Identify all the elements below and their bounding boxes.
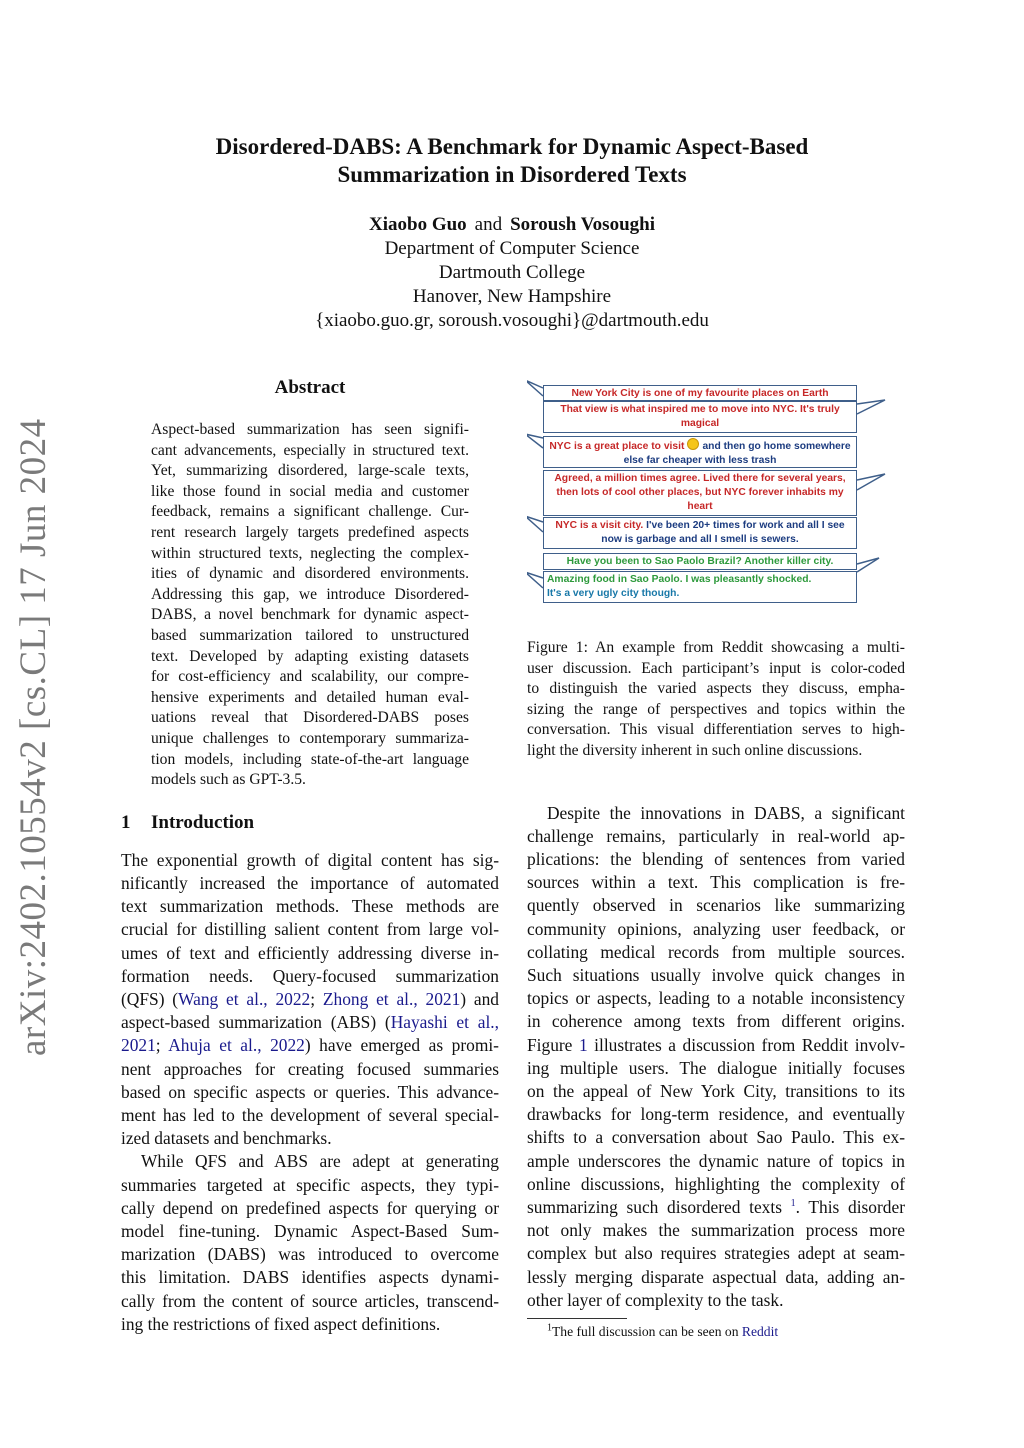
title-line-1: Disordered-DABS: A Benchmark for Dynamic Aspect-Based — [215, 134, 809, 159]
footnote — [527, 1323, 905, 1341]
text-line: text summarization methods. These methods are — [121, 896, 499, 917]
text-line: shifts to a conversation about Sao Paulo. This ex- — [527, 1127, 905, 1148]
text-line — [121, 1034, 499, 1057]
section-number: 1 — [121, 811, 131, 833]
text-line: in coherence among texts from different origins. — [527, 1011, 905, 1032]
text-line: Yet, summarizing disordered, large-scale texts, — [151, 462, 469, 480]
text-line: rent research largely targets predefined aspects — [151, 523, 469, 541]
text-line: summaries targeted at specific aspects, they typi- — [121, 1174, 499, 1195]
section-heading-introduction — [121, 811, 499, 835]
text-line — [121, 988, 499, 1011]
text-span: Figure — [527, 1034, 579, 1055]
text-span: ; — [155, 1035, 169, 1056]
text-line: Despite the innovations in DABS, a significant — [547, 802, 905, 823]
text-line: based on specific aspects or queries. This advance- — [121, 1081, 499, 1102]
message-4: Agreed, a million times agree. Lived there for several years, then lots of cool other places, but NYC forever inhabits my heart — [543, 470, 857, 516]
abstract-body — [151, 420, 469, 791]
text-line: for cost-efficiency and scalability, our compre- — [151, 668, 469, 686]
text-line: model fine-tuning. Dynamic Aspect-Based Sum- — [121, 1220, 499, 1241]
text-line: not only makes the summarization process more — [527, 1220, 905, 1241]
author-1: Xiaobo Guo — [369, 214, 467, 235]
intro-paragraph-2 — [121, 1150, 499, 1336]
paper-title — [120, 133, 904, 189]
text-line: this limitation. DABS identifies aspects dynami- — [121, 1267, 499, 1288]
text-line: While QFS and ABS are adept at generating — [141, 1151, 499, 1172]
grinning-emoji-icon — [687, 438, 699, 450]
text-line: user discussion. Each participant’s input is color-coded — [527, 659, 905, 677]
bubble-tail-left — [527, 434, 543, 448]
text-line: Aspect-based summarization has seen signifi- — [151, 421, 469, 438]
message-7-part-b: It's a very ugly city though. — [547, 588, 680, 599]
text-line: nent approaches for creating focused summaries — [121, 1058, 499, 1079]
citation-link[interactable]: Hayashi et al., — [390, 1012, 499, 1033]
bubble-tail-left — [527, 380, 543, 396]
text-span: ) and — [460, 988, 499, 1009]
right-lines-b — [527, 1057, 905, 1196]
figure-1-reddit-discussion — [527, 376, 905, 616]
text-line: online discussions, highlighting the complexity of — [527, 1173, 905, 1194]
text-line: ing the restrictions of fixed aspect definitions. — [121, 1313, 441, 1334]
text-line: nificantly increased the importance of automated — [121, 872, 499, 893]
title-line-2: Summarization in Disordered Texts — [337, 162, 687, 187]
text-line: other layer of complexity to the task. — [527, 1289, 784, 1310]
arxiv-identifier: arXiv:2402.10554v2 [cs.CL] 17 Jun 2024 — [13, 418, 54, 1056]
right-column — [527, 376, 905, 1341]
text-line: sources within a text. This complication is fre- — [527, 872, 905, 893]
text-line: cally depend on predefined aspects for querying or — [121, 1197, 499, 1218]
text-line: marization (DABS) was introduced to overcome — [121, 1244, 499, 1265]
text-line: sizing the range of perspectives and topics within the — [527, 700, 905, 718]
text-line: uations reveal that Disordered-DABS poses — [151, 709, 469, 727]
text-line: text. Developed by adapting existing datasets — [151, 647, 469, 665]
author-2: Soroush Vosoughi — [510, 214, 655, 235]
text-line: complex but also requires strategies adept at seam- — [527, 1243, 905, 1264]
text-line: Such situations usually involve quick changes in — [527, 964, 905, 985]
text-line: ment has led to the development of several special- — [121, 1104, 499, 1125]
text-line: community opinions, analyzing user feedback, or — [527, 918, 905, 939]
text-span: . This disorder — [795, 1197, 905, 1218]
text-span: ) have emerged as promi- — [304, 1035, 499, 1056]
text-line: tion models, including state-of-the-art language — [151, 750, 469, 768]
section-title-text: Introduction — [151, 811, 255, 833]
citation-link[interactable]: Ahuja et al., 2022 — [168, 1035, 305, 1056]
message-5-part-b: I've been 20+ times for work and all I see now is garbage and all I smell is sewers. — [601, 520, 845, 545]
text-line: light the diversity inherent in such online discussions. — [527, 741, 863, 759]
text-line — [527, 1196, 905, 1219]
citation-link[interactable]: 2021 — [121, 1035, 156, 1056]
text-line: based summarization tailored to unstructured — [151, 626, 469, 644]
author-block — [120, 213, 904, 333]
text-line: quently observed in scenarios like summarizing — [527, 895, 905, 916]
right-paragraph — [527, 802, 905, 1312]
bubble-tail-right — [857, 400, 885, 414]
message-1: New York City is one of my favourite places on Earth — [543, 385, 857, 401]
text-line: challenge remains, particularly in real-world ap- — [527, 825, 905, 846]
text-line: feedback, remains a significant challenge. Cur- — [151, 503, 469, 521]
text-line: Addressing this gap, we introduce Disordered- — [151, 585, 469, 603]
citation-link[interactable]: Zhong et al., 2021 — [322, 988, 461, 1009]
text-line: cally from the content of source articles, transcend- — [121, 1290, 499, 1311]
message-7-part-a: Amazing food in Sao Paolo. I was pleasantly shocked. — [547, 574, 812, 585]
text-line: Figure 1: An example from Reddit showcasing a multi- — [527, 639, 905, 656]
citation-link[interactable]: Wang et al., 2022 — [178, 988, 311, 1009]
text-line: ing multiple users. The dialogue initially focuses — [527, 1057, 905, 1078]
text-span: summarizing such disordered texts — [527, 1197, 791, 1218]
left-column — [121, 376, 499, 1336]
text-line: models such as GPT-3.5. — [151, 771, 306, 789]
text-line: crucial for distilling salient content from large vol- — [121, 919, 499, 940]
text-line — [527, 1034, 905, 1057]
text-line: umes of text and efficiently addressing diverse in- — [121, 942, 499, 963]
author-location: Hanover, New Hampshire — [412, 286, 612, 307]
text-line: ample underscores the dynamic nature of topics in — [527, 1150, 905, 1171]
author-names — [120, 213, 904, 237]
text-span: ; — [310, 988, 323, 1009]
text-line: like those found in social media and customer — [151, 482, 469, 500]
text-line: collating medical records from multiple sources. — [527, 941, 905, 962]
text-line: on the appeal of New York City, transitions to its — [527, 1081, 905, 1101]
message-5 — [543, 517, 857, 549]
message-2: That view is what inspired me to move into NYC. It's truly magical — [543, 401, 857, 433]
abstract-heading: Abstract — [274, 377, 346, 398]
figure-1-caption — [527, 638, 905, 762]
message-3-part-b: and then go home somewhere else far cheaper with less trash — [623, 441, 851, 466]
bubble-tail-right — [857, 558, 879, 572]
intro-paragraph-1 — [121, 849, 499, 1151]
text-line — [121, 1011, 499, 1034]
text-line: DABS, a novel benchmark for dynamic aspect- — [151, 606, 469, 624]
message-7 — [543, 571, 857, 603]
author-department: Department of Computer Science — [384, 238, 640, 259]
right-lines-c — [527, 1219, 905, 1312]
text-line: within structured texts, neglecting the complex- — [151, 544, 469, 562]
right-lines-a — [527, 802, 905, 1034]
author-college: Dartmouth College — [438, 262, 586, 283]
text-line: formation needs. Query-focused summarization — [121, 965, 499, 986]
footnote-divider — [527, 1318, 627, 1319]
figure-ref-link[interactable]: 1 — [578, 1034, 588, 1055]
text-line: conversation. This visual differentiation serves to high- — [527, 721, 905, 739]
footnote-mark: 1 — [547, 1322, 552, 1334]
text-line: lessly merging disparate aspectual data, adding an- — [527, 1266, 905, 1287]
text-span: illustrates a discussion from Reddit involv- — [587, 1034, 905, 1055]
text-line: The exponential growth of digital content has sig- — [121, 849, 499, 870]
bubble-tail-left — [527, 572, 543, 588]
message-6: Have you been to Sao Paolo Brazil? Another killer city. — [543, 553, 857, 570]
text-line: hensive experiments and detailed human eval- — [151, 688, 469, 706]
footnote-text: The full discussion can be seen on — [552, 1324, 742, 1340]
text-line: to distinguish the varied aspects they discuss, empha- — [527, 680, 905, 698]
text-line: cant advancements, especially in structured text. — [151, 441, 469, 459]
text-span: (QFS) ( — [121, 988, 179, 1009]
author-email: {xiaobo.guo.gr, soroush.vosoughi}@dartmouth.edu — [315, 310, 709, 331]
text-line: ities of dynamic and disordered environments. — [151, 565, 469, 583]
reddit-link[interactable]: Reddit — [741, 1324, 779, 1340]
author-conjunction: and — [474, 214, 503, 235]
bubble-tail-left — [527, 516, 543, 532]
text-line: unique challenges to contemporary summariza- — [151, 729, 469, 747]
text-line: ized datasets and benchmarks. — [121, 1128, 332, 1149]
message-3 — [543, 436, 857, 468]
message-5-part-a: NYC is a visit city. — [555, 520, 644, 531]
text-line: drawbacks for long-term residence, and eventually — [527, 1104, 905, 1125]
bubble-tail-right — [857, 474, 885, 490]
footnote-ref-link[interactable]: 1 — [790, 1198, 796, 1210]
text-line: topics or aspects, leading to a notable inconsistency — [527, 988, 905, 1009]
message-3-part-a: NYC is a great place to visit — [549, 441, 685, 452]
text-span: aspect-based summarization (ABS) ( — [121, 1012, 391, 1033]
text-line: plications: the blending of sentences from varied — [527, 848, 905, 869]
